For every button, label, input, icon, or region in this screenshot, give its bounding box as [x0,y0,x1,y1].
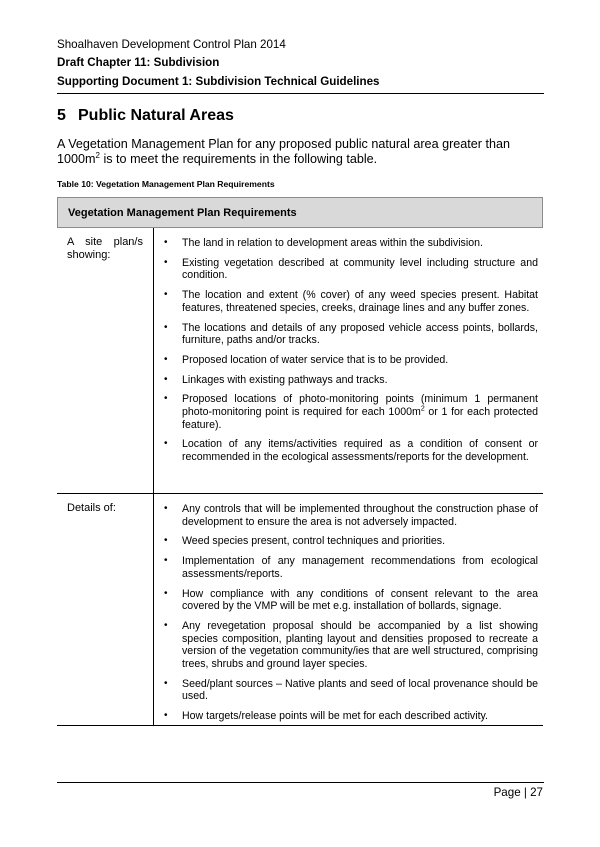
list-item: • Linkages with existing pathways and tracks. [163,374,538,387]
details-list [163,503,538,723]
header-divider [57,93,544,94]
list-item: • Any controls that will be implemented throughout the construction phase of development to ensure the area is not adversely impacted. [163,503,538,528]
row-label-line: showing: [67,249,111,261]
page-number: Page | 27 [493,786,543,799]
list-item: • The locations and details of any proposed vehicle access points, bollards, furniture, paths and/or tracks. [163,322,538,347]
column-divider [153,228,154,493]
list-item-text: Proposed locations of photo-monitoring points (minimum 1 permanent photo-monitoring point is required for each 1000m [182,393,538,419]
intro-text-end: is to meet the requirements in the following table. [99,152,378,166]
section-title: Public Natural Areas [78,107,234,124]
table-header: Vegetation Management Plan Requirements [57,197,543,228]
list-item: • How compliance with any conditions of consent relevant to the area covered by the VMP will be met e.g. installation of bollards, signage. [163,588,538,613]
chapter-title: Draft Chapter 11: Subdivision [57,56,220,69]
list-item-text: or 1 for each protected feature). [182,406,538,431]
site-plan-list [163,237,538,464]
intro-text-start: A Vegetation Management Plan for any proposed public natural area greater than 1000m [57,137,510,166]
section-heading [57,106,234,126]
footer-divider [57,782,544,783]
supporting-document-title: Supporting Document 1: Subdivision Technical Guidelines [57,75,380,88]
intro-superscript: 2 [95,150,100,160]
list-item: • How targets/release points will be met for each described activity. [163,710,538,723]
section-number: 5 [57,107,66,124]
requirements-table [57,197,543,726]
intro-paragraph [57,137,547,167]
list-item: • Proposed location of water service that is to be provided. [163,354,538,367]
list-item: • Weed species present, control techniques and priorities. [163,535,538,548]
plan-title: Shoalhaven Development Control Plan 2014 [57,38,286,51]
list-item: • Existing vegetation described at community level including structure and condition. [163,257,538,282]
list-item: • The land in relation to development areas within the subdivision. [163,237,538,250]
table-row [57,228,543,494]
column-divider [153,494,154,725]
list-item: • Any revegetation proposal should be accompanied by a list showing species composition, planting layout and densities proposed to recreate a version of the vegetation community/ies that are well structured, comprising trees, shrubs and ground layer species. [163,620,538,671]
table-row [57,494,543,726]
row-label-details: Details of: [67,502,116,514]
list-item [163,393,538,431]
list-item: • Location of any items/activities required as a condition of consent or recommended in the ecological assessments/reports for the development. [163,438,538,463]
list-item: • Implementation of any management recommendations from ecological assessments/reports. [163,555,538,580]
row-label-line: A site plan/s [67,236,143,248]
list-item: • The location and extent (% cover) of any weed species present. Habitat features, threatened species, creeks, drainage lines and any buffer zones. [163,289,538,314]
list-item-superscript: 2 [420,405,425,413]
table-caption: Table 10: Vegetation Management Plan Requirements [57,179,275,189]
row-label-site-plan [67,236,143,262]
list-item: • Seed/plant sources – Native plants and seed of local provenance should be used. [163,678,538,703]
